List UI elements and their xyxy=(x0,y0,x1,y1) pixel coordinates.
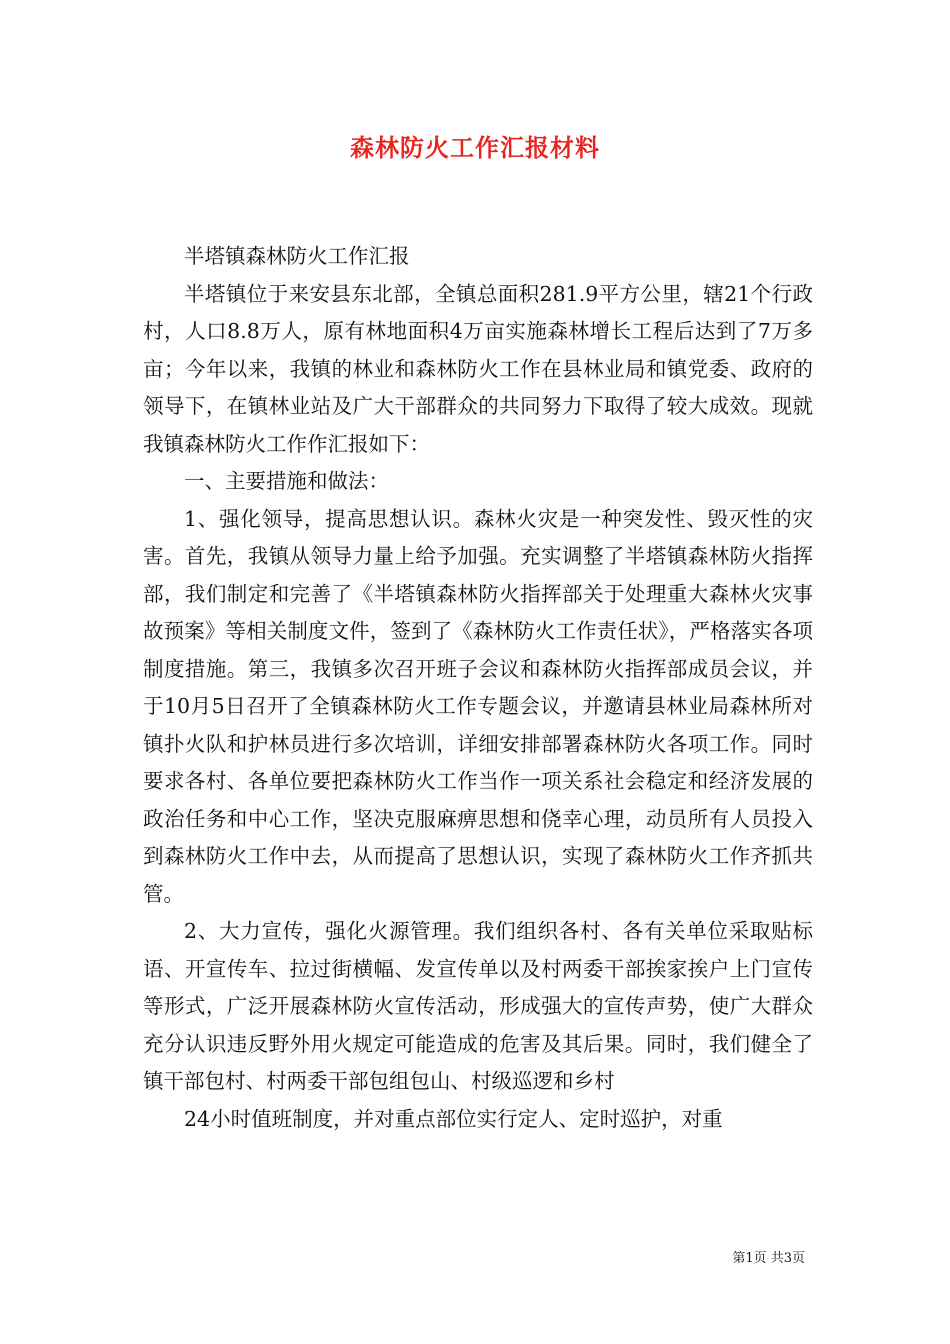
section-heading: 一、主要措施和做法： xyxy=(184,469,389,493)
page-footer: 第1页 共3页 xyxy=(732,1251,805,1266)
page-title: 森林防火工作汇报材料 xyxy=(350,133,600,162)
subtitle-paragraph: 半塔镇森林防火工作汇报 xyxy=(184,244,410,268)
continuation-paragraph: 24小时值班制度，并对重点部位实行定人、定时巡护，对重 xyxy=(184,1106,723,1131)
measure-1-paragraph: 1、强化领导，提高思想认识。森林火灾是一种突发性、毁灭性的灾害。首先，我镇从领导力量上给予加强。充实调整了半塔镇森林防火指挥部，我们制定和完善了《半塔镇森林防火指挥部关于处理重大森林火灾事故预案》等相关制度文件，签到了《森林防火工作责任状》，严格落实各项制度措施。第三，我镇多次召开班子会议和森林防火指挥部成员会议，并于10月5日召开了全镇森林防火工作专题会议，并邀请县林业局森林所对镇扑火队和护林员进行多次培训，详细安排部署森林防火各项工作。同时要求各村、各单位要把森林防火工作当作一项关系社会稳定和经济发展的政治任务和中心工作，坚决克服麻痹思想和侥幸心理，动员所有人员投入到森林防火工作中去，从而提高了思想认识，实现了森林防火工作齐抓共管。 xyxy=(143,506,813,906)
intro-paragraph: 半塔镇位于来安县东北部，全镇总面积281.9平方公里，辖21个行政村，人口8.8万人，原有林地面积4万亩实施森林增长工程后达到了7万多亩；今年以来，我镇的林业和森林防火工作在县林业局和镇党委、政府的领导下，在镇林业站及广大干部群众的共同努力下取得了较大成效。现就我镇森林防火工作作汇报如下： xyxy=(143,281,813,456)
measure-2-paragraph: 2、大力宣传，强化火源管理。我们组织各村、各有关单位采取贴标语、开宣传车、拉过街横幅、发宣传单以及村两委干部挨家挨户上门宣传等形式，广泛开展森林防火宣传活动，形成强大的宣传声势，使广大群众充分认识违反野外用火规定可能造成的危害及其后果。同时，我们健全了镇干部包村、村两委干部包组包山、村级巡逻和乡村 xyxy=(143,919,813,1093)
document-body xyxy=(143,238,813,1138)
